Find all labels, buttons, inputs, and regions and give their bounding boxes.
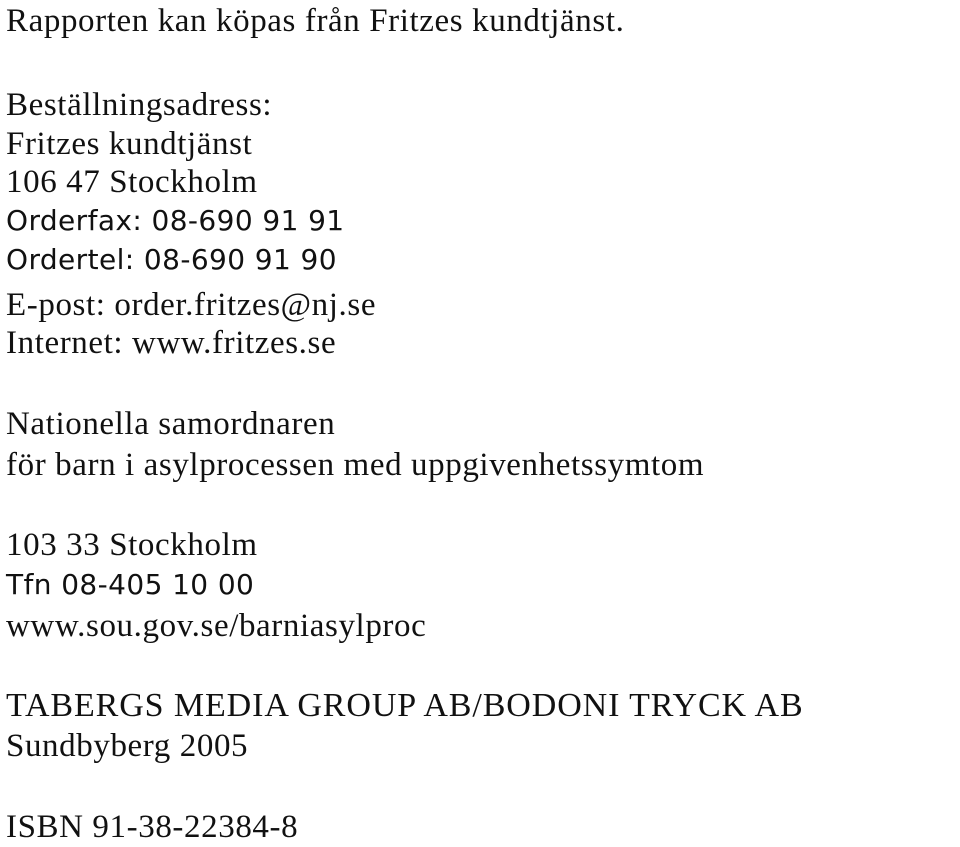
order-fax: Orderfax: 08-690 91 91 — [6, 204, 345, 237]
printer-name: TABERGS MEDIA GROUP AB/BODONI TRYCK AB — [6, 687, 804, 724]
isbn-text: ISBN 91-38-22384-8 — [6, 809, 299, 845]
order-phone: Ordertel: 08-690 91 90 — [6, 243, 337, 276]
intro-text: Rapporten kan köpas från Fritzes kundtjänst. — [6, 3, 625, 39]
order-postal: 106 47 Stockholm — [6, 164, 258, 200]
coordinator-phone: Tfn 08-405 10 00 — [6, 568, 255, 601]
order-internet: Internet: www.fritzes.se — [6, 325, 337, 361]
coordinator-postal: 103 33 Stockholm — [6, 527, 258, 563]
coordinator-line-2: för barn i asylprocessen med uppgivenhetssymtom — [6, 447, 705, 483]
coordinator-line-1: Nationella samordnaren — [6, 406, 336, 442]
order-email: E-post: order.fritzes@nj.se — [6, 287, 377, 323]
order-heading: Beställningsadress: — [6, 87, 273, 123]
order-name: Fritzes kundtjänst — [6, 126, 253, 162]
coordinator-web: www.sou.gov.se/barniasylproc — [6, 608, 427, 644]
printer-place: Sundbyberg 2005 — [6, 728, 249, 764]
